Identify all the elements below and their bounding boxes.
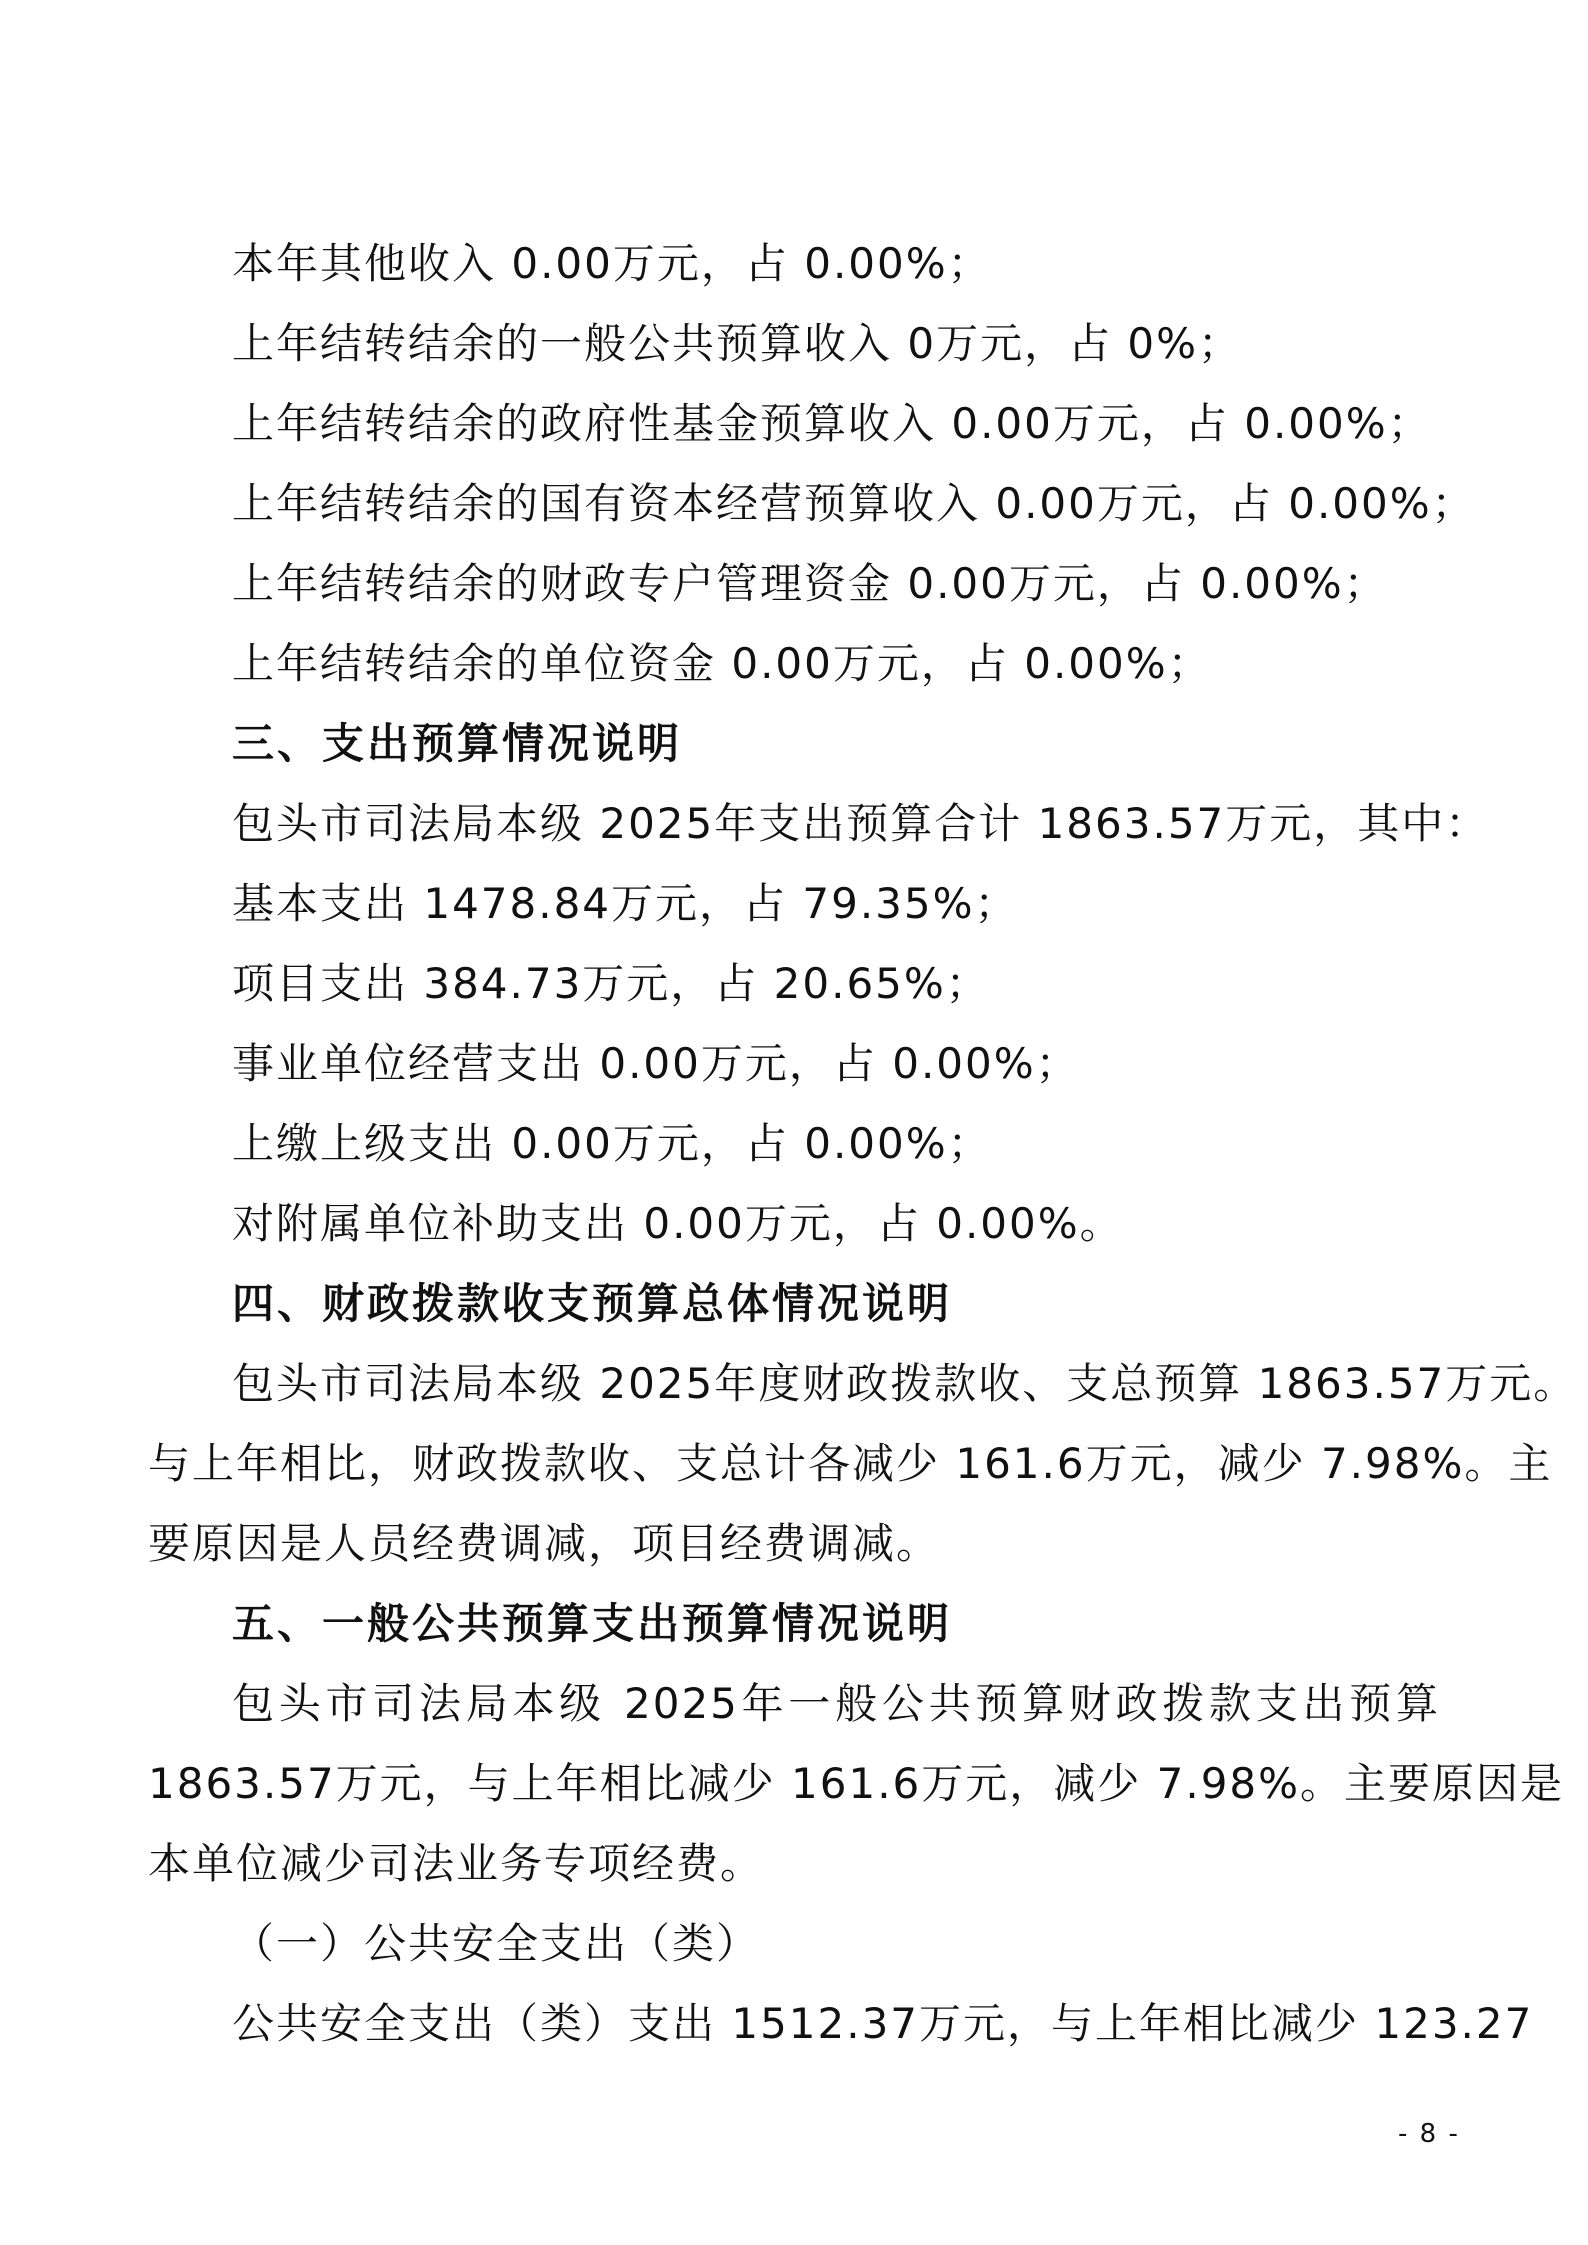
text-line-subsidiary-subsidy: 对附属单位补助支出 0.00万元，占 0.00%。 bbox=[232, 1199, 1124, 1248]
text-line-basic-expenditure: 基本支出 1478.84万元，占 79.35%； bbox=[232, 879, 1019, 928]
text-line-expenditure-total: 包头市司法局本级 2025年支出预算合计 1863.57万元，其中： bbox=[232, 799, 1490, 848]
paragraph-fiscal-line-1: 包头市司法局本级 2025年度财政拨款收、支总预算 1863.57万元。 bbox=[232, 1359, 1578, 1408]
paragraph-general-budget-line-2: 1863.57万元，与上年相比减少 161.6万元，减少 7.98%。主要原因是 bbox=[148, 1759, 1565, 1808]
section-heading-general-public-budget: 五、一般公共预算支出预算情况说明 bbox=[232, 1599, 953, 1648]
paragraph-general-budget-line-1: 包头市司法局本级 2025年一般公共预算财政拨款支出预算 bbox=[232, 1679, 1440, 1728]
paragraph-fiscal-line-2: 与上年相比，财政拨款收、支总计各减少 161.6万元，减少 7.98%。主 bbox=[148, 1439, 1553, 1488]
text-line-government-fund-carryover: 上年结转结余的政府性基金预算收入 0.00万元，占 0.00%； bbox=[232, 399, 1432, 448]
paragraph-general-budget-line-3: 本单位减少司法业务专项经费。 bbox=[148, 1839, 765, 1888]
section-heading-fiscal-appropriation: 四、财政拨款收支预算总体情况说明 bbox=[232, 1279, 953, 1328]
text-line-public-security-expenditure: 公共安全支出（类）支出 1512.37万元，与上年相比减少 123.27 bbox=[232, 1999, 1534, 2048]
text-line-project-expenditure: 项目支出 384.73万元，占 20.65%； bbox=[232, 959, 990, 1008]
subsection-heading-public-security: （一）公共安全支出（类） bbox=[232, 1919, 761, 1968]
text-line-unit-fund-carryover: 上年结转结余的单位资金 0.00万元，占 0.00%； bbox=[232, 639, 1212, 688]
text-line-general-budget-carryover: 上年结转结余的一般公共预算收入 0万元，占 0%； bbox=[232, 319, 1243, 368]
section-heading-expenditure: 三、支出预算情况说明 bbox=[232, 719, 683, 768]
text-line-other-income: 本年其他收入 0.00万元，占 0.00%； bbox=[232, 239, 992, 288]
text-line-special-account-carryover: 上年结转结余的财政专户管理资金 0.00万元，占 0.00%； bbox=[232, 559, 1388, 608]
text-line-upper-level-payment: 上缴上级支出 0.00万元，占 0.00%； bbox=[232, 1119, 992, 1168]
text-line-business-expenditure: 事业单位经营支出 0.00万元，占 0.00%； bbox=[232, 1039, 1080, 1088]
page-number: - 8 - bbox=[1398, 2119, 1460, 2149]
paragraph-fiscal-line-3: 要原因是人员经费调减，项目经费调减。 bbox=[148, 1519, 941, 1568]
text-line-state-capital-carryover: 上年结转结余的国有资本经营预算收入 0.00万元，占 0.00%； bbox=[232, 479, 1476, 528]
